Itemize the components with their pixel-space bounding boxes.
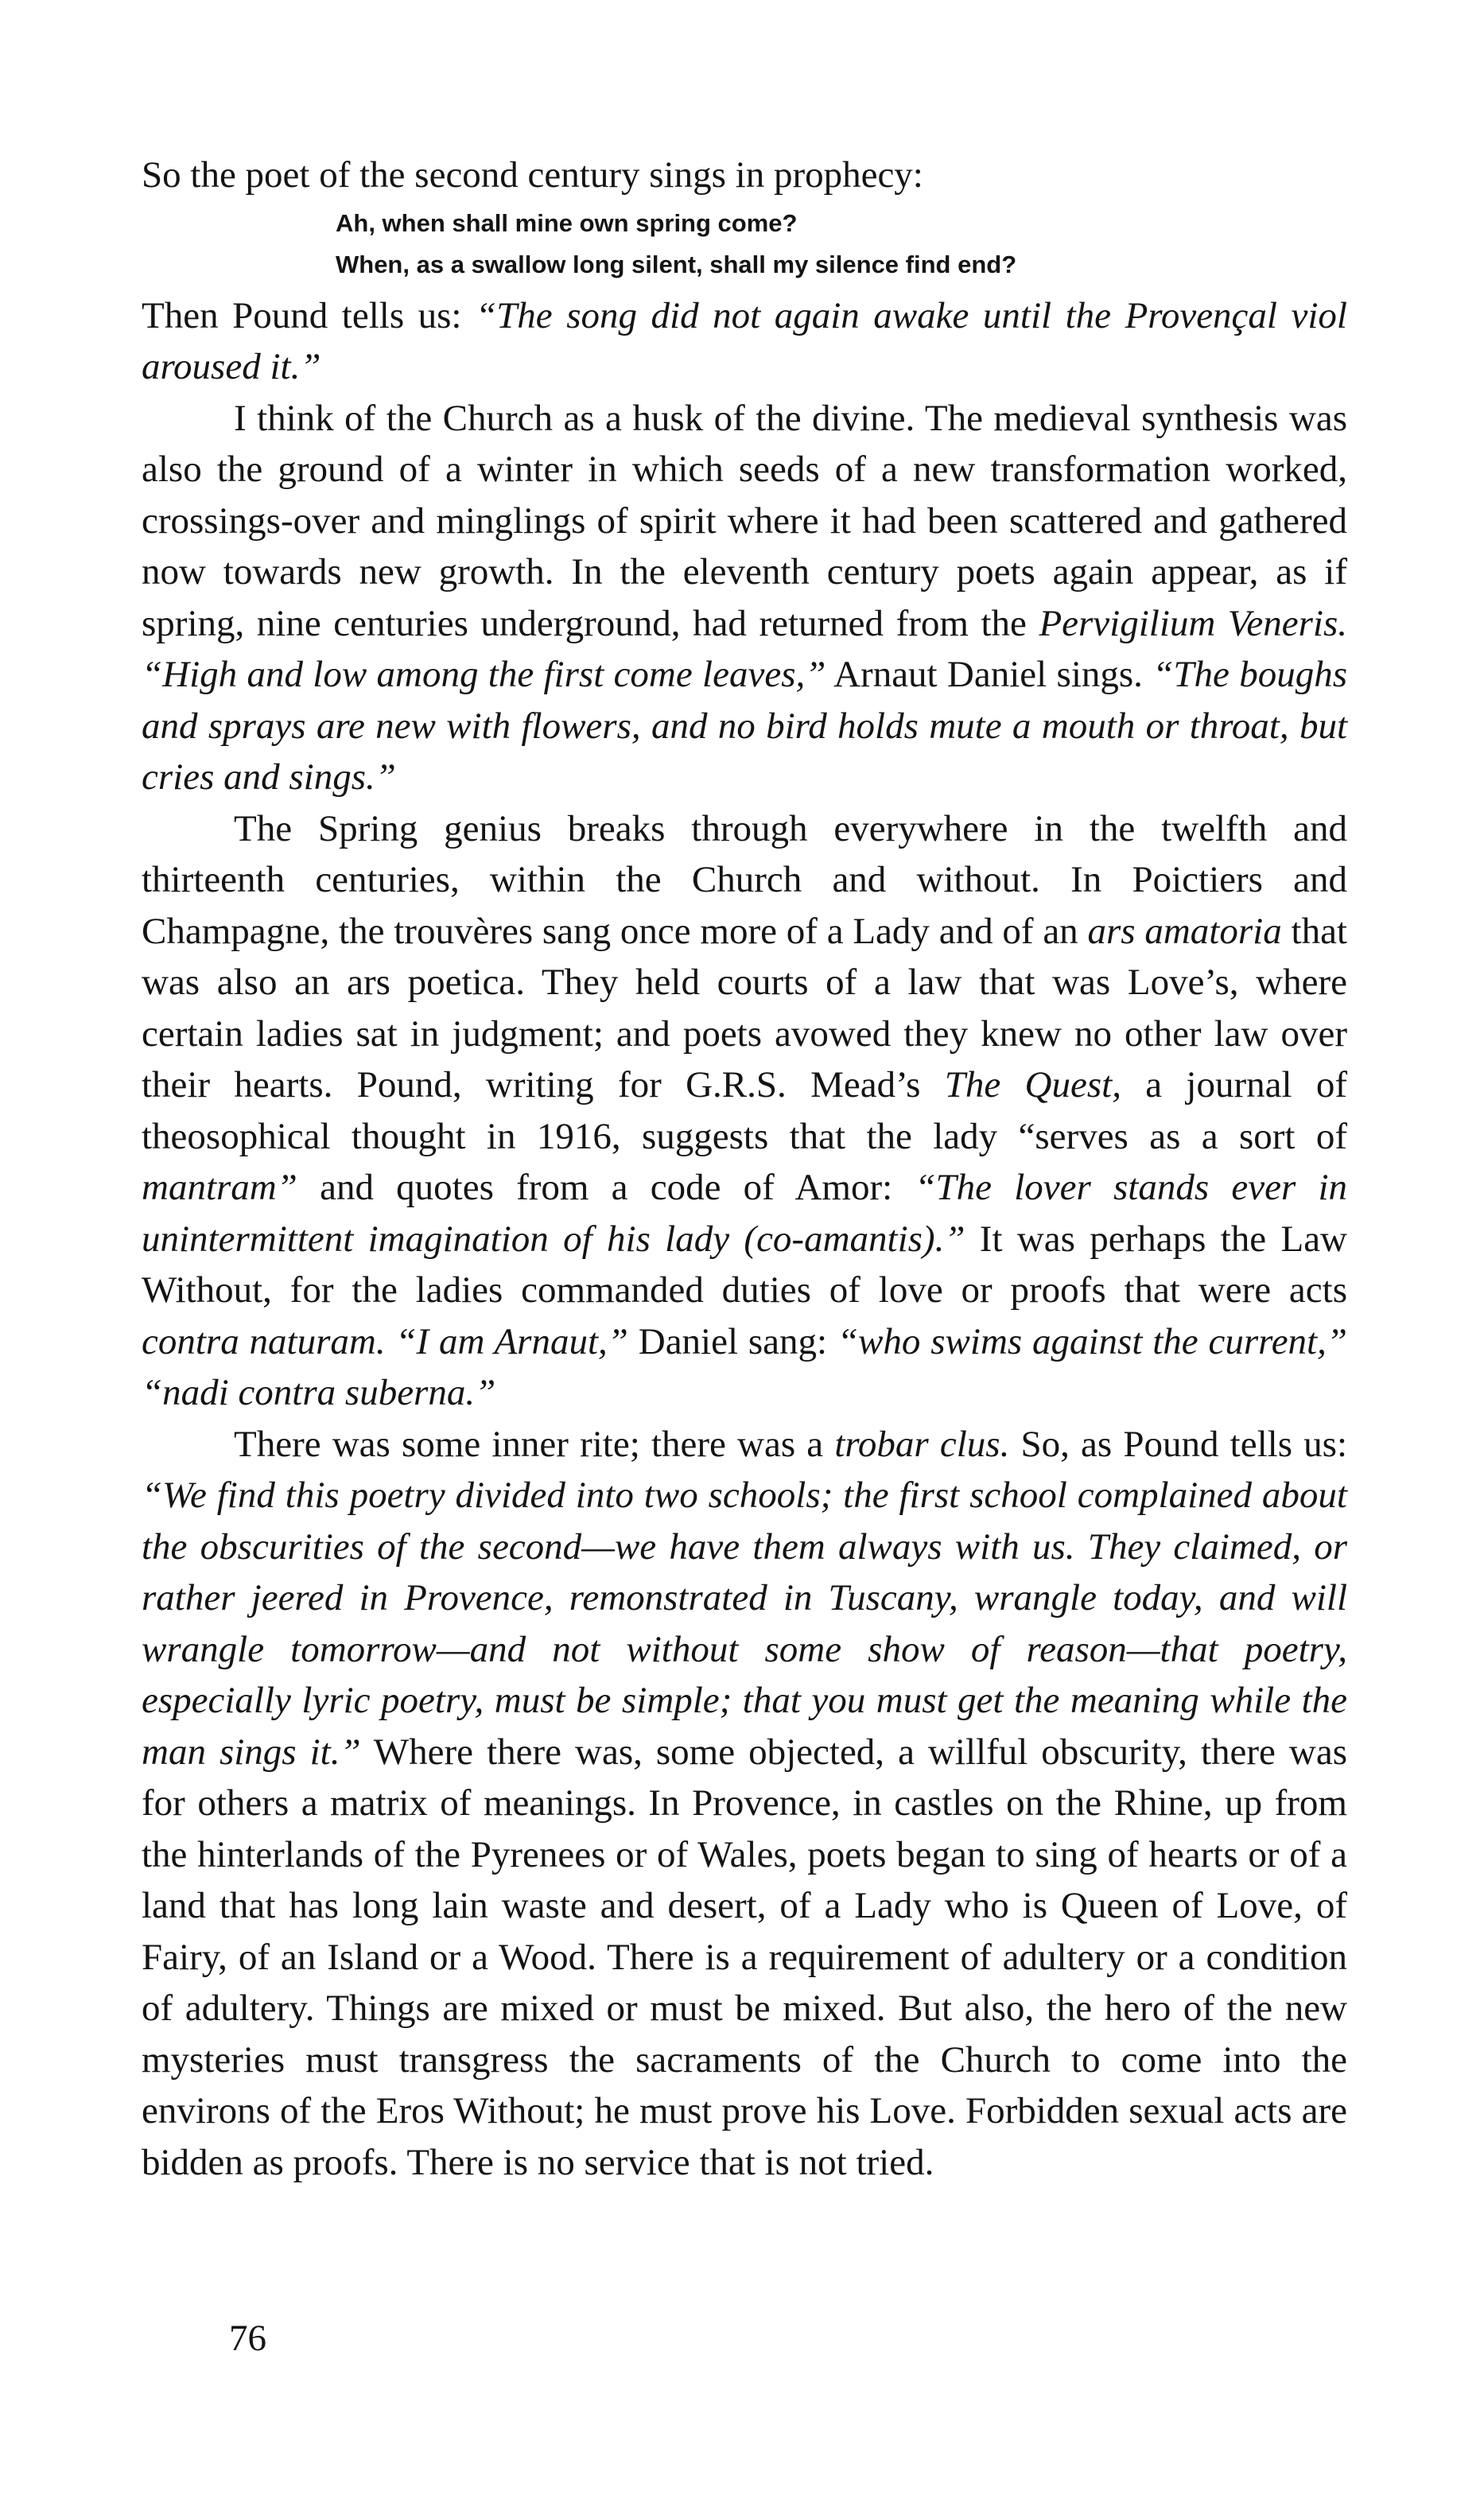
text-run: Where there was, some objected, a willful obscurity, there was for others a matrix of meanings. In Provence, in castles on the Rhine, up from the hinterlands of the Pyrenees or of Wales, poets began to sing of hearts or of a land that has long lain waste and desert, of a Lady who is Queen of Love, of Fairy, of an Island or a Wood. There is a requirement of adultery or a condition of adultery. Things are mixed or must be mixed. But also, the hero of the new mysteries must transgress the sacraments of the Church to come into the environs of the Eros Without; he must prove his Love. Forbidden sexual acts are bidden as proofs. There is no service that is not tried.	[142, 1731, 1347, 2183]
text-run: Then Pound tells us:	[142, 294, 476, 336]
paragraph-inner-rite	[142, 1419, 1347, 2189]
text-run: Daniel sang:	[627, 1320, 837, 1362]
paragraph-spring-genius	[142, 803, 1347, 1419]
italic-run: Pervigilium Veneris. “High and low among the first come leaves,”	[142, 602, 1347, 695]
text-run: I think of the Church as a husk of the divine. The medieval synthesis was also the ground of a winter in which seeds of a new transformation worked, crossings-over and minglings of spirit where it had been scattered and gathered now towards new growth. In the eleventh century poets again appear, as if spring, nine centuries underground, had returned from the	[142, 397, 1347, 644]
text-run: The Spring genius breaks through everywhere in the twelfth and thirteenth centuries, within the Church and without. In Poictiers and Champagne, the trouvères sang once more of a Lady and of an	[142, 807, 1347, 952]
italic-run: contra naturam. “I am Arnaut,”	[142, 1320, 628, 1362]
text-run: that was also an ars poetica. They held courts of a law that was Love’s, where certain ladies sat in judgment; and poets avowed they knew no other law over their hearts. Pound, writing for G.R.S. Mead’s	[142, 910, 1347, 1106]
italic-run: ars amatoria	[1087, 910, 1282, 952]
text-run: There was some inner rite; there was a	[234, 1423, 835, 1465]
page-number: 76	[229, 2318, 266, 2359]
italic-run: “The lover stands ever in unintermittent imagination of his lady (co-amantis).”	[142, 1167, 1348, 1260]
paragraph-church-husk	[142, 393, 1347, 803]
text-run: So, as Pound tells us:	[1009, 1423, 1348, 1465]
italic-run: “The song did not again awake until the Provençal viol aroused it.”	[142, 294, 1347, 387]
epigraph-line: When, as a swallow long silent, shall my silence find end?	[336, 250, 1017, 278]
italic-run: trobar clus.	[834, 1423, 1010, 1465]
epigraph	[336, 203, 1347, 286]
italic-run: “who swims against the current,” “nadi contra suberna.”	[142, 1320, 1348, 1413]
italic-run: “The boughs and sprays are new with flowers, and no bird holds mute a mouth or throat, but cries and sings.”	[142, 654, 1347, 798]
italic-run: “We find this poetry divided into two schools; the first school complained about the obscurities of the second—we have them always with us. They claimed, or rather jeered in Provence, remonstrated in Tuscany, wrangle today, and will wrangle tomorrow—and not without some show of reason—that poetry, especially lyric poetry, must be simple; that you must get the meaning while the man sings it.”	[142, 1475, 1347, 1773]
text-run: So the poet of the second century sings in prophecy:	[142, 154, 923, 196]
paragraph-intro	[142, 150, 1347, 201]
italic-run: mantram”	[142, 1167, 297, 1208]
text-run: It was perhaps the Law Without, for the ladies commanded duties of love or proofs that were acts	[142, 1218, 1347, 1311]
body-text	[142, 150, 1347, 2188]
italic-run: The Quest,	[944, 1064, 1121, 1106]
text-run: Arnaut Daniel sings.	[826, 654, 1153, 695]
text-run: a journal of theosophical thought in 1916, suggests that the lady “serves as a sort of	[142, 1064, 1348, 1157]
paragraph-pound-quote	[142, 290, 1347, 393]
epigraph-line: Ah, when shall mine own spring come?	[336, 208, 798, 237]
text-run: and quotes from a code of Amor:	[297, 1167, 915, 1208]
